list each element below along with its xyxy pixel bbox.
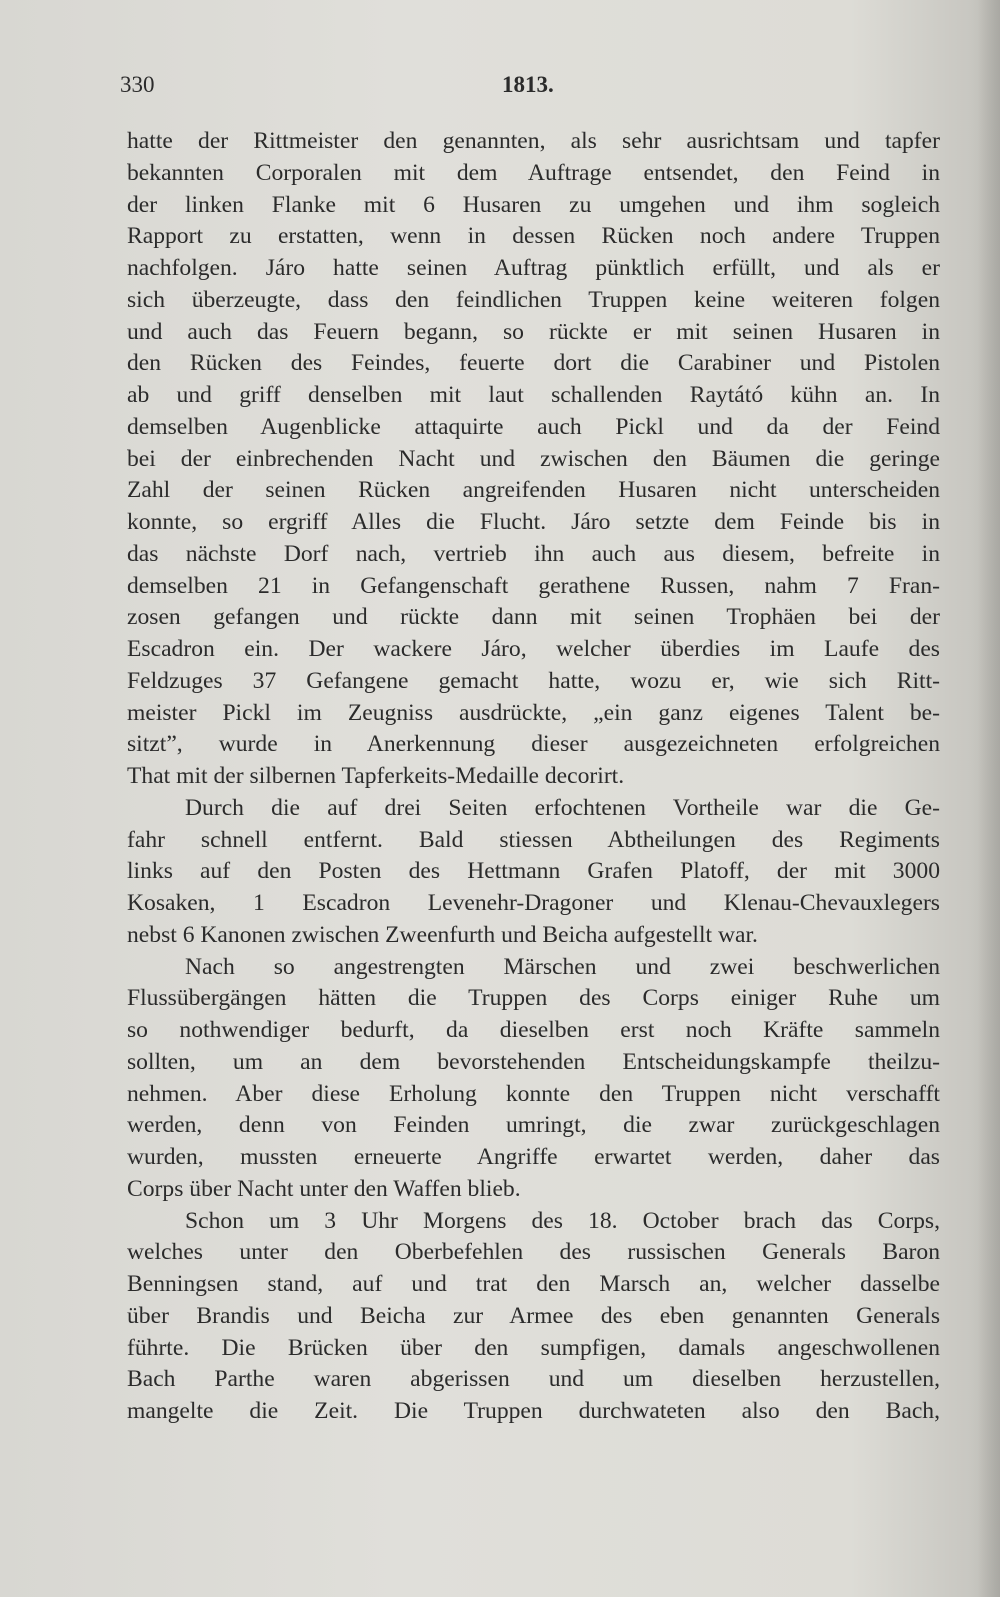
text-line: links auf den Posten des Hettmann Grafen Platoff, der mit 3000 (127, 858, 940, 885)
text-line: bei der einbrechenden Nacht und zwischen den Bäumen die geringe (127, 445, 940, 472)
text-line: sitzt”, wurde in Anerkennung dieser ausgezeichneten erfolgreichen (127, 731, 940, 758)
text-line: und auch das Feuern begann, so rückte er mit seinen Husaren in (127, 318, 940, 345)
text-line: Flussübergängen hätten die Truppen des Corps einiger Ruhe um (127, 985, 940, 1012)
text-line: sich überzeugte, dass den feindlichen Truppen keine weiteren folgen (127, 286, 940, 313)
page-number: 330 (120, 72, 155, 97)
text-line: über Brandis und Beicha zur Armee des eben genannten Generals (127, 1302, 940, 1329)
text-line: Kosaken, 1 Escadron Levenehr-Dragoner und Klenau-Chevauxlegers (127, 890, 940, 916)
text-line: wurden, mussten erneuerte Angriffe erwartet werden, daher das (127, 1144, 940, 1170)
text-line: sollten, um an dem bevorstehenden Entscheidungskampfe theilzu- (127, 1048, 940, 1075)
text-line: zosen gefangen und rückte dann mit seinen Trophäen bei der (127, 604, 940, 631)
text-line: hatte der Rittmeister den genannten, als sehr ausrichtsam und tapfer (127, 128, 940, 154)
text-line: so nothwendiger bedurft, da dieselben erst noch Kräfte sammeln (127, 1017, 940, 1043)
running-head-year: 1813. (502, 72, 554, 97)
text-line: demselben Augenblicke attaquirte auch Pickl und da der Feind (127, 413, 940, 440)
text-line: Durch die auf drei Seiten erfochtenen Vortheile war die Ge- (185, 794, 940, 821)
text-line: nebst 6 Kanonen zwischen Zweenfurth und Beicha aufgestellt war. (127, 921, 758, 948)
paragraph (127, 1206, 940, 1428)
text-line: Benningsen stand, auf und trat den Marsch an, welcher dasselbe (127, 1271, 940, 1297)
text-line: der linken Flanke mit 6 Husaren zu umgehen und ihm sogleich (127, 191, 940, 218)
text-line: welches unter den Oberbefehlen des russischen Generals Baron (127, 1239, 940, 1266)
text-line: meister Pickl im Zeugniss ausdrückte, „ein ganz eigenes Talent be- (127, 699, 940, 726)
page-edge-shadow (978, 0, 1000, 1597)
text-line: den Rücken des Feindes, feuerte dort die Carabiner und Pistolen (127, 350, 940, 377)
text-line: mangelte die Zeit. Die Truppen durchwateten also den Bach, (127, 1398, 940, 1424)
text-line: nehmen. Aber diese Erholung konnte den Truppen nicht verschafft (127, 1080, 940, 1107)
text-line: werden, denn von Feinden umringt, die zwar zurückgeschlagen (127, 1112, 940, 1139)
text-line: Schon um 3 Uhr Morgens des 18. October brach das Corps, (185, 1207, 940, 1234)
text-line: nachfolgen. Járo hatte seinen Auftrag pünktlich erfüllt, und als er (127, 255, 940, 281)
text-line: Feldzuges 37 Gefangene gemacht hatte, wozu er, wie sich Ritt- (127, 667, 940, 694)
paragraph (127, 952, 940, 1206)
text-line: konnte, so ergriff Alles die Flucht. Járo setzte dem Feinde bis in (127, 509, 940, 535)
text-line: Rapport zu erstatten, wenn in dessen Rücken noch andere Truppen (127, 223, 940, 250)
text-line: führte. Die Brücken über den sumpfigen, damals angeschwollenen (127, 1334, 940, 1361)
text-line: das nächste Dorf nach, vertrieb ihn auch aus diesem, befreite in (127, 540, 940, 567)
text-line: Nach so angestrengten Märschen und zwei beschwerlichen (185, 953, 940, 980)
body-text (127, 126, 940, 1428)
text-line: ab und griff denselben mit laut schallenden Raytátó kühn an. In (127, 382, 940, 408)
text-line: That mit der silbernen Tapferkeits-Medaille decorirt. (127, 763, 625, 789)
text-line: fahr schnell entfernt. Bald stiessen Abtheilungen des Regiments (127, 826, 940, 853)
text-line: Zahl der seinen Rücken angreifenden Husaren nicht unterscheiden (127, 477, 940, 504)
paragraph (127, 793, 940, 952)
page-header (120, 72, 940, 102)
text-line: bekannten Corporalen mit dem Auftrage entsendet, den Feind in (127, 159, 940, 186)
text-line: Escadron ein. Der wackere Járo, welcher überdies im Laufe des (127, 636, 940, 662)
paragraph (127, 126, 940, 793)
text-line: Bach Parthe waren abgerissen und um dieselben herzustellen, (127, 1366, 940, 1393)
text-line: Corps über Nacht unter den Waffen blieb. (127, 1175, 521, 1202)
text-line: demselben 21 in Gefangenschaft gerathene Russen, nahm 7 Fran- (127, 572, 940, 599)
